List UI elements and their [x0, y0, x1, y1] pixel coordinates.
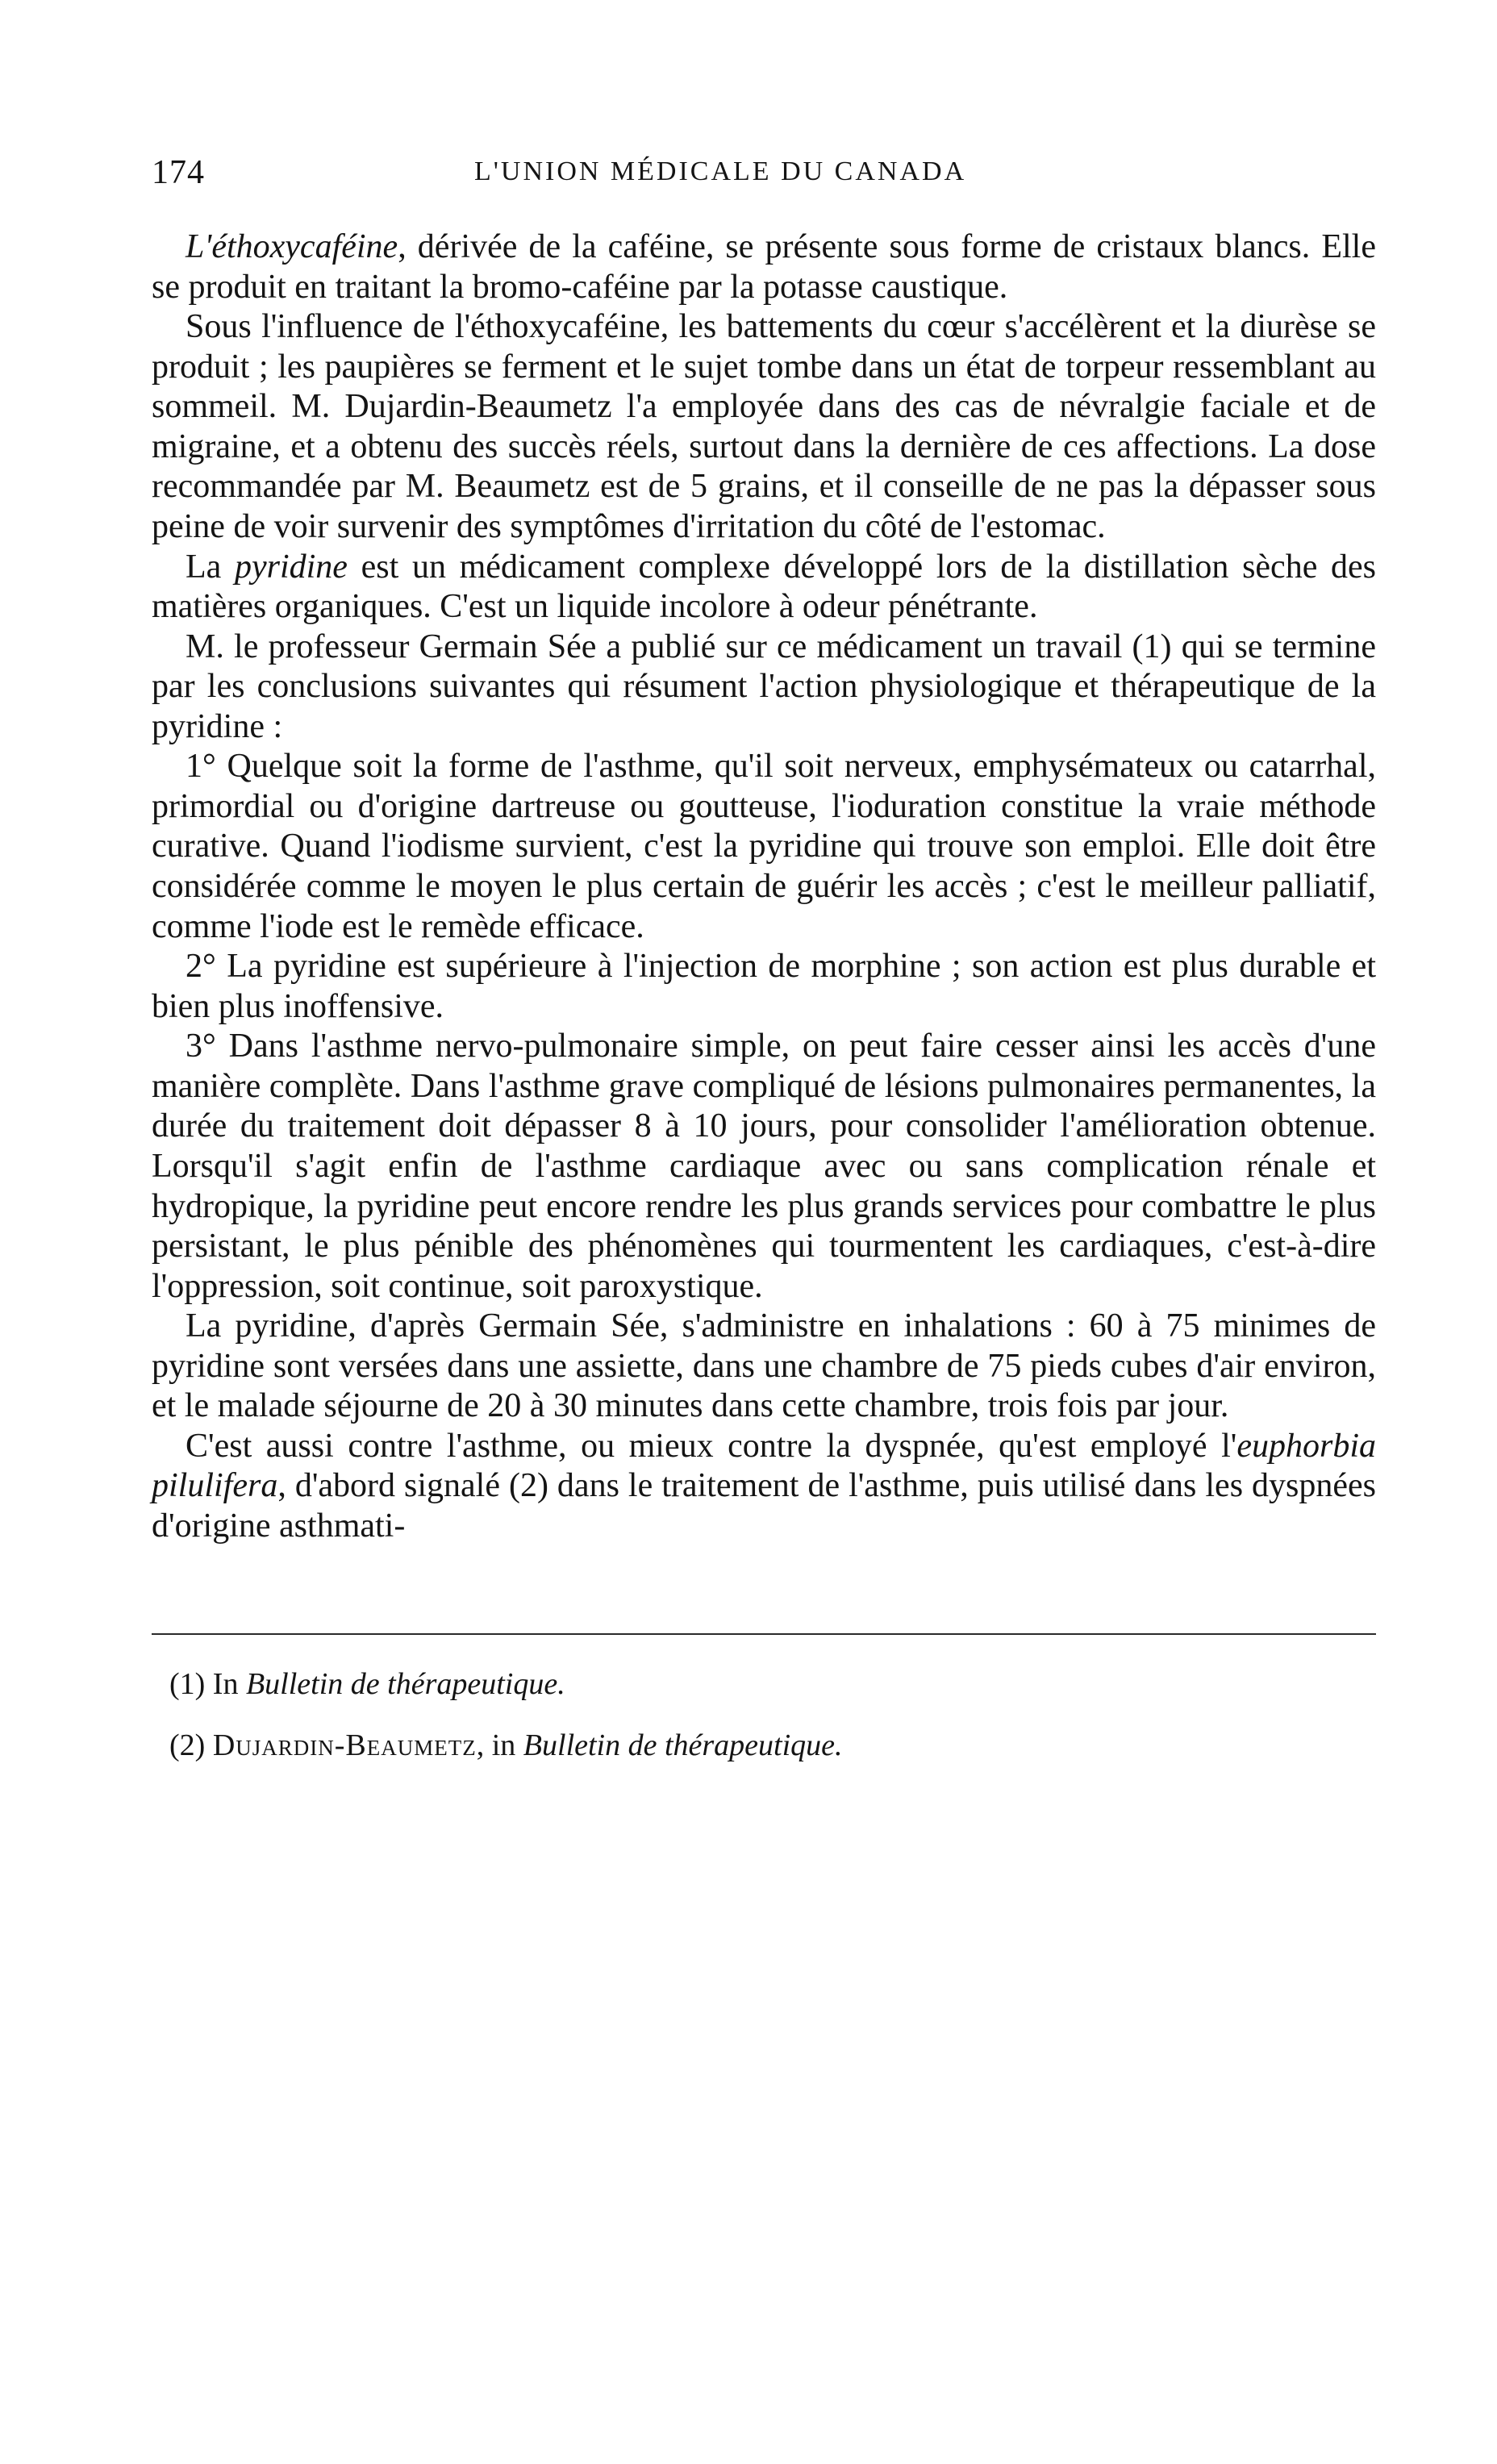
paragraph	[152, 1427, 1376, 1547]
italic-term: pyridine	[234, 548, 348, 586]
paragraph-text: Sous l'influence de l'éthoxycaféine, les battements du cœur s'accélèrent et la diurèse se produit ; les paupières se ferment et le sujet tombe dans un état de torpeur ressemblant au sommeil. M. Dujardin-Beaumetz l'a employée dans des cas de névralgie faciale et de migraine, et a obtenu des succès réels, surtout dans la dernière de ces affections. La dose recommandée par M. Beaumetz est de 5 grains, et il conseille de ne pas la dépasser sous peine de voir survenir des symptômes d'irritation du côté de l'estomac.	[152, 308, 1376, 545]
paragraph-text: La	[186, 548, 235, 586]
paragraph-text: 3° Dans l'asthme nervo-pulmonaire simple, on peut faire cesser ainsi les accès d'une manière complète. Dans l'asthme grave compliqué de lésions pulmonaires permanentes, la durée du traitement doit dépasser 8 à 10 jours, pour consolider l'amélioration obtenue. Lorsqu'il s'agit enfin de l'asthme cardiaque avec ou sans complication rénale et hydropique, la pyridine peut encore rendre les plus grands services pour combattre le plus persistant, le plus pénible des phénomènes qui tourmentent les cardiaques, c'est-à-dire l'oppression, soit continue, soit paroxystique.	[152, 1028, 1376, 1305]
paragraph	[152, 947, 1376, 1027]
footnote-2-author: Dujardin-Beaumetz	[212, 1728, 477, 1762]
footnote-rule	[152, 1633, 1376, 1635]
paragraph-text: , dérivée de la caféine, se présente sous forme de cristaux blancs. Elle se produit en traitant la bromo-caféine par la potasse caustique.	[152, 228, 1376, 306]
running-head	[152, 153, 1386, 202]
italic-term: euphorbia pilulifera	[152, 1427, 1376, 1505]
page-number: 174	[152, 154, 205, 191]
paragraph	[152, 227, 1376, 307]
footnote-1	[169, 1653, 1363, 1715]
paragraph-text: M. le professeur Germain Sée a publié sur ce médicament un travail (1) qui se termine par les conclusions suivantes qui résument l'action physiologique et thérapeutique de la pyridine :	[152, 627, 1376, 745]
paragraph	[152, 627, 1376, 748]
footnote-2-source: Bulletin de thérapeutique.	[523, 1728, 843, 1762]
paragraph-text: est un médicament complexe développé lors de la distillation sèche des matières organiques. C'est un liquide incolore à odeur pénétrante.	[152, 548, 1377, 626]
italic-term: L'éthoxycaféine	[186, 228, 398, 265]
footnotes	[169, 1653, 1363, 1776]
footnote-2-mark: (2)	[169, 1728, 213, 1762]
paragraph	[152, 1027, 1376, 1307]
footnote-2-mid: , in	[476, 1728, 523, 1762]
paragraph-text: 2° La pyridine est supérieure à l'injection de morphine ; son action est plus durable et bien plus inoffensive.	[152, 948, 1376, 1025]
paragraph	[152, 1307, 1376, 1427]
journal-title: L'UNION MÉDICALE DU CANADA	[474, 156, 967, 186]
footnote-1-mark: (1) In	[169, 1667, 246, 1701]
paragraph-text: La pyridine, d'après Germain Sée, s'administre en inhalations : 60 à 75 minimes de pyridine sont versées dans une assiette, dans une chambre de 75 pieds cubes d'air environ, et le malade séjourne de 20 à 30 minutes dans cette chambre, trois fois par jour.	[152, 1307, 1376, 1425]
footnote-2	[169, 1715, 1363, 1776]
footnote-1-source: Bulletin de thérapeutique.	[245, 1667, 565, 1701]
paragraph	[152, 747, 1376, 947]
paragraph	[152, 307, 1376, 547]
paragraph-text: C'est aussi contre l'asthme, ou mieux contre la dyspnée, qu'est employé l'	[186, 1427, 1237, 1465]
paragraph-text: 1° Quelque soit la forme de l'asthme, qu'il soit nerveux, emphysémateux ou catarrhal, primordial ou d'origine dartreuse ou goutteuse, l'ioduration constitue la vraie méthode curative. Quand l'iodisme survient, c'est la pyridine qui trouve son emploi. Elle doit être considérée comme le moyen le plus certain de guérir les accès ; c'est le meilleur palliatif, comme l'iode est le remède efficace.	[152, 748, 1376, 945]
paragraph-text: , d'abord signalé (2) dans le traitement de l'asthme, puis utilisé dans les dyspnées d'origine asthmati-	[152, 1467, 1376, 1545]
paragraph	[152, 548, 1376, 627]
body-text	[152, 227, 1376, 1547]
